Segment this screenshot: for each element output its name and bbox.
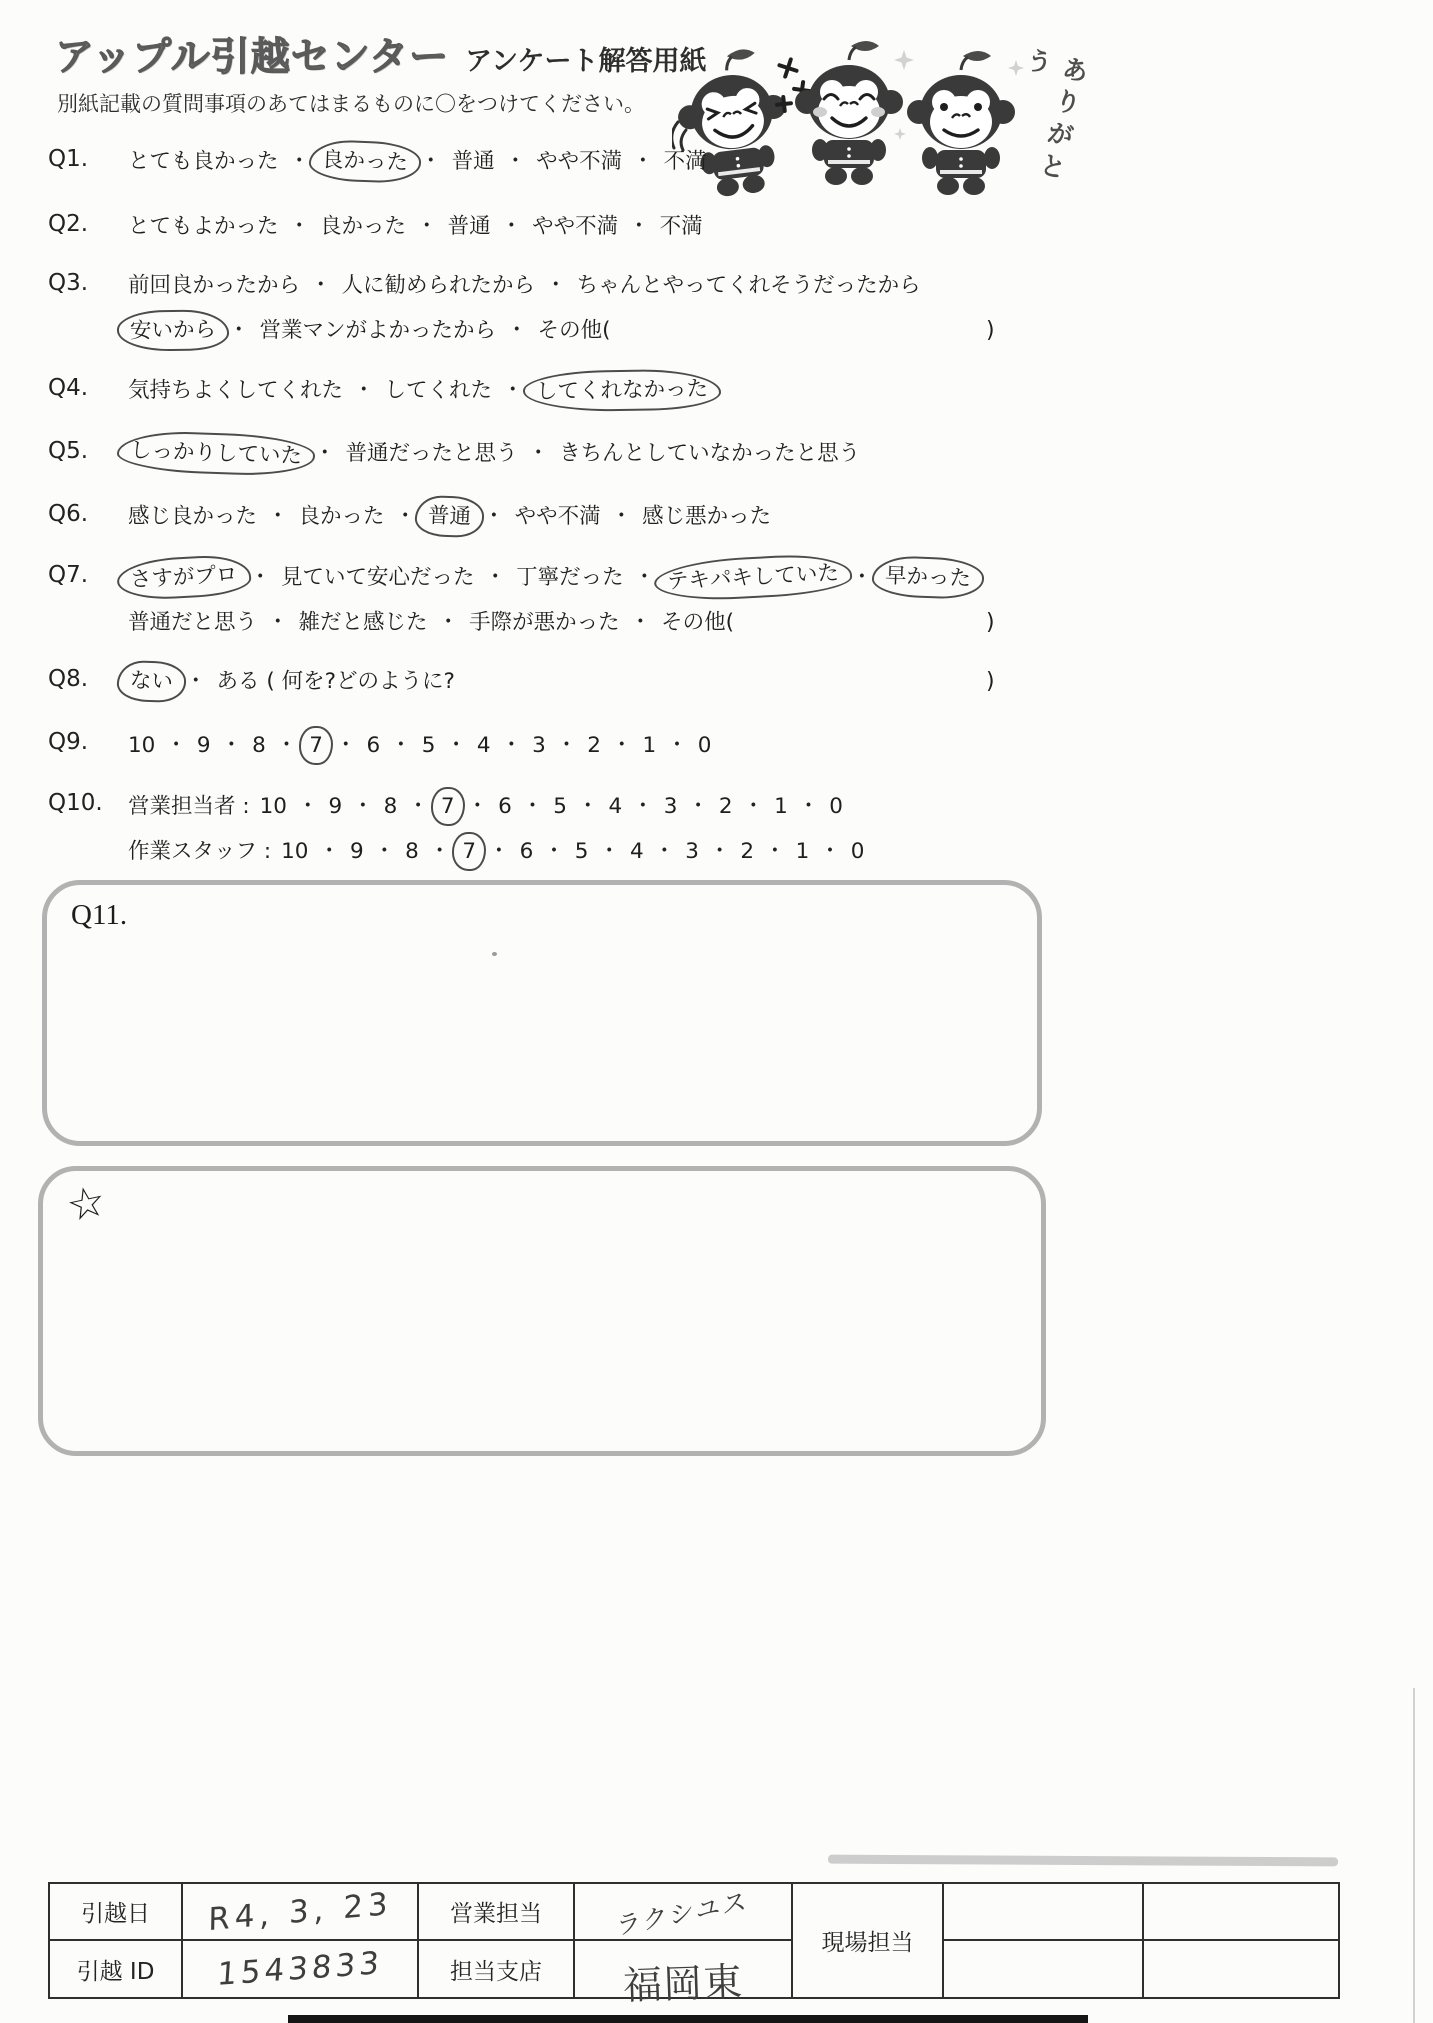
question-options	[128, 270, 995, 360]
site-staff-cell-1[interactable]	[943, 1883, 1143, 1940]
option[interactable]: 感じ良かった	[128, 504, 258, 529]
dot-separator: ・	[666, 733, 688, 758]
question-options	[128, 146, 707, 191]
option-circled[interactable]: テキパキしていた	[653, 552, 853, 603]
dot-separator: ・	[484, 565, 507, 590]
monkey-happy-icon	[795, 41, 903, 185]
move-id-value[interactable]	[182, 1940, 418, 1998]
option[interactable]: 0	[850, 839, 865, 864]
thanks-vertical-text: ありがとう	[1017, 44, 1091, 189]
dot-separator: ・	[687, 794, 709, 819]
option[interactable]: 不満	[659, 214, 703, 239]
option[interactable]: してくれた	[384, 378, 493, 403]
option[interactable]: 2	[740, 839, 755, 864]
question-q1	[48, 146, 707, 191]
dot-separator: ・	[267, 610, 289, 635]
dot-separator: ・	[390, 733, 412, 758]
option[interactable]: 手際が悪かった	[469, 610, 620, 635]
option-line	[128, 315, 995, 360]
table-row	[49, 1940, 1339, 1998]
dot-separator: ・	[288, 214, 311, 239]
question-q3	[48, 270, 995, 360]
dot-separator: ・	[628, 214, 650, 239]
option-line	[128, 211, 703, 256]
dot-separator: ・	[352, 794, 374, 819]
option[interactable]: 10	[281, 839, 309, 864]
dot-separator: ・	[488, 839, 510, 864]
dot-separator: ・	[633, 565, 656, 590]
option-circled[interactable]: 7	[299, 726, 333, 765]
dot-separator: ・	[610, 733, 633, 758]
dot-separator: ・	[445, 733, 467, 758]
dot-separator: ・	[506, 318, 528, 343]
option-circled[interactable]: 7	[452, 832, 486, 871]
dot-separator: ・	[437, 610, 460, 635]
handwritten-branch: 福岡東	[622, 1959, 744, 2010]
question-q2	[48, 211, 703, 256]
option[interactable]: 普通	[451, 149, 495, 174]
question-q9	[48, 729, 711, 774]
option[interactable]: 見ていて安心だった	[281, 565, 475, 590]
option[interactable]: とても良かった	[128, 149, 279, 174]
option-circled[interactable]: さすがプロ	[116, 554, 251, 602]
option[interactable]: 3	[532, 733, 546, 758]
option[interactable]: 2	[587, 733, 601, 758]
dot-separator: ・	[314, 441, 336, 466]
dot-separator: ・	[310, 273, 332, 298]
question-options	[128, 729, 711, 774]
dot-separator: ・	[521, 794, 544, 819]
dot-separator: ・	[742, 794, 765, 819]
option[interactable]: その他(	[661, 610, 734, 635]
option[interactable]: 6	[519, 839, 534, 864]
question-label: Q10.	[48, 790, 103, 816]
dot-separator: ・	[483, 504, 505, 529]
dot-separator: ・	[420, 149, 442, 174]
question-q8	[48, 666, 995, 711]
option[interactable]: ある ( 何を?どのように?	[216, 669, 455, 694]
option-line	[128, 607, 995, 652]
dot-separator: ・	[576, 794, 599, 819]
option[interactable]: 4	[608, 794, 623, 819]
option[interactable]: 普通	[447, 214, 491, 239]
dot-separator: ・	[416, 214, 438, 239]
dot-separator: ・	[228, 318, 250, 343]
dot-separator: ・	[288, 149, 311, 174]
question-label: Q4.	[48, 375, 89, 401]
question-options	[128, 438, 860, 483]
option-circled[interactable]: してくれなかった	[522, 368, 721, 412]
dot-separator: ・	[764, 839, 786, 864]
option[interactable]: 0	[829, 794, 843, 819]
dot-separator: ・	[543, 839, 565, 864]
question-options	[128, 790, 864, 880]
question-label: Q2.	[48, 211, 89, 237]
question-label: Q5.	[48, 438, 89, 464]
question-q10	[48, 790, 864, 880]
option-circled[interactable]: 良かった	[308, 139, 421, 184]
option[interactable]: とてもよかった	[128, 214, 279, 239]
site-staff-cell-3[interactable]	[943, 1940, 1143, 1998]
option-circled[interactable]: ない	[116, 660, 186, 703]
option[interactable]: 普通だと思う	[128, 610, 258, 635]
option[interactable]: 前回良かったから	[128, 273, 301, 298]
scan-bottom-bar	[288, 2015, 1088, 2023]
dot-separator: ・	[275, 733, 298, 758]
option-circled[interactable]: 安いから	[117, 309, 230, 352]
option[interactable]: 営業マンがよかったから	[259, 318, 497, 343]
handwritten-sales-rep: ラクシユス	[616, 1885, 750, 1941]
question-label: Q6.	[48, 501, 89, 527]
question-label: Q8.	[48, 666, 89, 692]
dot-separator: ・	[500, 214, 523, 239]
option[interactable]: 雑だと感じた	[298, 610, 428, 635]
question-label: Q9.	[48, 729, 89, 755]
option-line	[128, 438, 860, 483]
close-paren: )	[986, 669, 995, 694]
move-date-label: 引越日	[49, 1883, 182, 1940]
option[interactable]: やや不満	[514, 504, 601, 529]
option[interactable]: 1	[795, 839, 810, 864]
dot-separator: ・	[500, 733, 523, 758]
move-date-value[interactable]	[182, 1883, 418, 1940]
question-label: Q7.	[48, 562, 89, 588]
question-options	[128, 211, 703, 256]
option-line	[128, 270, 921, 315]
option[interactable]: 8	[405, 839, 419, 864]
option-line	[128, 375, 710, 420]
option[interactable]: 1	[774, 794, 788, 819]
option[interactable]: きちんとしていなかったと思う	[559, 441, 861, 466]
option[interactable]: 10	[128, 733, 156, 758]
form-title: アンケート解答用紙	[465, 46, 707, 77]
option[interactable]: 3	[663, 794, 678, 819]
question-q5	[48, 438, 860, 483]
option[interactable]: 2	[718, 794, 733, 819]
option-line	[128, 501, 771, 546]
option-line	[128, 562, 973, 607]
header	[55, 26, 707, 82]
star-icon: ☆	[62, 1175, 111, 1233]
option[interactable]: 9	[196, 733, 211, 758]
dot-separator: ・	[598, 839, 620, 864]
move-id-label: 引越 ID	[49, 1940, 182, 1998]
option-line	[128, 729, 711, 774]
handwritten-id: 1543833	[215, 1945, 385, 1993]
close-paren: )	[986, 610, 995, 635]
sales-rep-label: 営業担当	[418, 1883, 574, 1940]
dot-separator: ・	[407, 794, 429, 819]
dot-separator: ・	[555, 733, 578, 758]
option-line	[128, 146, 707, 191]
footer-info-table	[48, 1882, 1340, 2010]
option[interactable]: 0	[697, 733, 712, 758]
dot-separator: ・	[165, 733, 187, 758]
dot-separator: ・	[318, 839, 340, 864]
option[interactable]: やや不満	[536, 149, 623, 174]
dot-separator: ・	[545, 273, 567, 298]
sales-rep-value[interactable]	[574, 1883, 792, 1940]
dot-separator: ・	[819, 839, 841, 864]
branch-label: 担当支店	[418, 1940, 574, 1998]
option[interactable]: 5	[421, 733, 436, 758]
option-line	[128, 835, 864, 880]
q11-label: Q11.	[71, 899, 128, 931]
option[interactable]: 1	[642, 733, 657, 758]
question-options	[128, 375, 710, 420]
option[interactable]: 気持ちよくしてくれた	[128, 378, 344, 403]
star-comment-box[interactable]	[38, 1166, 1046, 1456]
option-line	[128, 666, 995, 711]
option[interactable]: 営業担当者 :	[128, 794, 250, 819]
dot-separator: ・	[502, 378, 524, 403]
close-paren: )	[986, 318, 995, 343]
scan-speck	[492, 952, 497, 956]
dot-separator: ・	[185, 669, 207, 694]
question-label: Q3.	[48, 270, 89, 296]
option[interactable]: 9	[349, 839, 364, 864]
option[interactable]: 8	[383, 794, 398, 819]
option[interactable]: やや不満	[532, 214, 619, 239]
question-q4	[48, 375, 710, 420]
branch-value[interactable]	[574, 1940, 792, 2010]
option[interactable]: 4	[629, 839, 644, 864]
dot-separator: ・	[428, 839, 451, 864]
dot-separator: ・	[353, 378, 375, 403]
handwritten-date: R4, 3, 23	[207, 1885, 393, 1938]
option[interactable]: 6	[498, 794, 512, 819]
dot-separator: ・	[373, 839, 396, 864]
option[interactable]: 感じ悪かった	[642, 504, 772, 529]
table-row	[49, 1883, 1339, 1940]
dot-separator: ・	[504, 149, 527, 174]
option[interactable]: 5	[574, 839, 589, 864]
option-circled[interactable]: しっかりしていた	[116, 430, 315, 478]
scan-edge-line	[1413, 1688, 1415, 2023]
monkey-mascots-illustration	[672, 38, 1024, 202]
option-circled[interactable]: 早かった	[871, 555, 984, 600]
option[interactable]: 4	[476, 733, 491, 758]
dot-separator: ・	[220, 733, 243, 758]
dot-separator: ・	[466, 794, 489, 819]
site-staff-cell-2[interactable]	[1143, 1883, 1339, 1940]
option-circled[interactable]: 7	[431, 787, 465, 826]
option-circled[interactable]: 普通	[414, 495, 484, 538]
dot-separator: ・	[653, 839, 676, 864]
option[interactable]: 丁寧だった	[516, 565, 624, 590]
dot-separator: ・	[394, 504, 417, 529]
option[interactable]: 10	[259, 794, 287, 819]
option[interactable]: ちゃんとやってくれそうだったから	[576, 273, 921, 298]
question-q7	[48, 560, 995, 652]
site-staff-cell-4[interactable]	[1143, 1940, 1339, 1998]
question-q6	[48, 501, 771, 546]
dot-separator: ・	[610, 504, 633, 529]
dot-separator: ・	[249, 565, 272, 590]
option-line	[128, 790, 864, 835]
dot-separator: ・	[527, 441, 550, 466]
dot-separator: ・	[296, 794, 319, 819]
dot-separator: ・	[629, 610, 652, 635]
scan-smudge	[828, 1855, 1338, 1867]
option[interactable]: 人に勧められたから	[341, 273, 536, 298]
q11-comment-box[interactable]	[42, 880, 1042, 1146]
option[interactable]: 9	[328, 794, 343, 819]
instruction-text: 別紙記載の質問事項のあてはまるものに〇をつけてください。	[57, 92, 645, 116]
dot-separator: ・	[267, 504, 289, 529]
option[interactable]: 不満	[663, 149, 707, 174]
option[interactable]: 6	[366, 733, 381, 758]
question-options	[128, 501, 771, 546]
option[interactable]: 普通だったと思う	[345, 441, 518, 466]
option[interactable]: その他(	[537, 318, 611, 343]
dot-separator: ・	[632, 149, 654, 174]
dot-separator: ・	[334, 733, 357, 758]
option[interactable]: 3	[685, 839, 699, 864]
option[interactable]: 良かった	[320, 214, 407, 239]
dot-separator: ・	[797, 794, 820, 819]
site-staff-label: 現場担当	[792, 1883, 943, 1998]
option[interactable]: 作業スタッフ :	[128, 839, 272, 864]
brand-logo-text: アップル引越センター	[55, 35, 450, 80]
option[interactable]: 8	[252, 733, 266, 758]
question-options	[128, 666, 995, 711]
question-label: Q1.	[48, 146, 89, 172]
dot-separator: ・	[708, 839, 731, 864]
dot-separator: ・	[632, 794, 654, 819]
question-options	[128, 560, 995, 652]
dot-separator: ・	[851, 565, 873, 590]
option[interactable]: 5	[553, 794, 567, 819]
option[interactable]: 良かった	[298, 504, 385, 529]
